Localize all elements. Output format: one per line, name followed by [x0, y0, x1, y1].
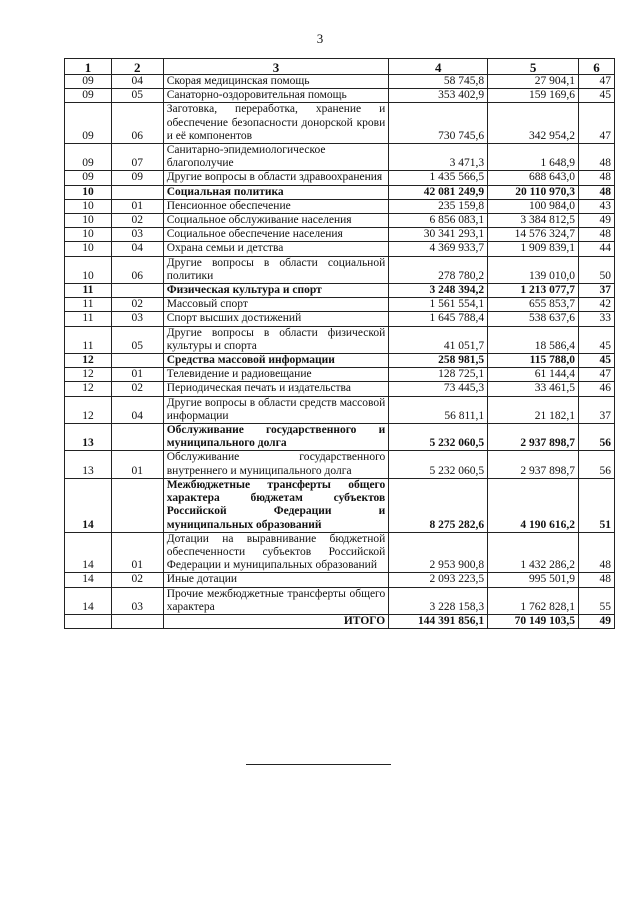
- section-code: 14: [65, 478, 112, 532]
- plan-value: 2 093 223,5: [389, 573, 488, 587]
- plan-value: 8 275 282,6: [389, 478, 488, 532]
- section-code: 12: [65, 368, 112, 382]
- table-row: [65, 284, 615, 298]
- plan-value: 353 402,9: [389, 89, 488, 103]
- subsection-code: 05: [111, 326, 163, 353]
- subsection-code: 03: [111, 587, 163, 614]
- item-name: Средства массовой информации: [163, 354, 389, 368]
- table-row: [65, 326, 615, 353]
- table-row: [65, 89, 615, 103]
- budget-table: [64, 58, 615, 629]
- section-code: 12: [65, 382, 112, 396]
- section-code: 09: [65, 103, 112, 144]
- item-name: Обслуживание государственного и муниципального долга: [163, 424, 389, 451]
- subsection-code: 06: [111, 103, 163, 144]
- section-code: 11: [65, 326, 112, 353]
- actual-value: 4 190 616,2: [488, 478, 579, 532]
- total-plan: 144 391 856,1: [389, 614, 488, 628]
- actual-value: 3 384 812,5: [488, 214, 579, 228]
- plan-value: 1 645 788,4: [389, 312, 488, 326]
- actual-value: 139 010,0: [488, 256, 579, 283]
- total-label: ИТОГО: [163, 614, 389, 628]
- section-code: 10: [65, 185, 112, 199]
- section-code: 10: [65, 199, 112, 213]
- plan-value: 1 435 566,5: [389, 171, 488, 185]
- section-code: 14: [65, 532, 112, 573]
- plan-value: 3 228 158,3: [389, 587, 488, 614]
- item-name: Спорт высших достижений: [163, 312, 389, 326]
- item-name: Санаторно-оздоровительная помощь: [163, 89, 389, 103]
- table-row: [65, 532, 615, 573]
- actual-value: 1 909 839,1: [488, 242, 579, 256]
- percent-value: 44: [579, 242, 615, 256]
- subsection-code: 04: [111, 396, 163, 423]
- plan-value: 30 341 293,1: [389, 228, 488, 242]
- section-code: 09: [65, 89, 112, 103]
- section-code: 14: [65, 573, 112, 587]
- section-code: 10: [65, 242, 112, 256]
- percent-value: 45: [579, 89, 615, 103]
- subsection-code: 01: [111, 451, 163, 478]
- subsection-code: 03: [111, 312, 163, 326]
- item-name: Пенсионное обеспечение: [163, 199, 389, 213]
- item-name: Прочие межбюджетные трансферты общего характера: [163, 587, 389, 614]
- table-row: [65, 185, 615, 199]
- plan-value: 5 232 060,5: [389, 451, 488, 478]
- subsection-code: 01: [111, 532, 163, 573]
- percent-value: 55: [579, 587, 615, 614]
- total-actual: 70 149 103,5: [488, 614, 579, 628]
- plan-value: 56 811,1: [389, 396, 488, 423]
- percent-value: 48: [579, 228, 615, 242]
- section-code: 11: [65, 298, 112, 312]
- total-empty-cell: [111, 614, 163, 628]
- section-code: 12: [65, 396, 112, 423]
- actual-value: 1 432 286,2: [488, 532, 579, 573]
- item-name: Иные дотации: [163, 573, 389, 587]
- item-name: Скорая медицинская помощь: [163, 75, 389, 89]
- percent-value: 33: [579, 312, 615, 326]
- table-row: [65, 171, 615, 185]
- table-row: [65, 587, 615, 614]
- item-name: Социальное обслуживание населения: [163, 214, 389, 228]
- plan-value: 128 725,1: [389, 368, 488, 382]
- percent-value: 48: [579, 144, 615, 171]
- actual-value: 21 182,1: [488, 396, 579, 423]
- percent-value: 47: [579, 75, 615, 89]
- section-code: 14: [65, 587, 112, 614]
- percent-value: 56: [579, 451, 615, 478]
- item-name: Телевидение и радиовещание: [163, 368, 389, 382]
- table-row: [65, 144, 615, 171]
- item-name: Обслуживание государственного внутреннего и муниципального долга: [163, 451, 389, 478]
- actual-value: 342 954,2: [488, 103, 579, 144]
- subsection-code: [111, 478, 163, 532]
- plan-value: 73 445,3: [389, 382, 488, 396]
- item-name: Физическая культура и спорт: [163, 284, 389, 298]
- section-code: 09: [65, 171, 112, 185]
- table-row: [65, 573, 615, 587]
- actual-value: 100 984,0: [488, 199, 579, 213]
- table-body: [65, 75, 615, 615]
- subsection-code: 03: [111, 228, 163, 242]
- subsection-code: 02: [111, 298, 163, 312]
- page-number: 3: [316, 31, 324, 46]
- percent-value: 48: [579, 185, 615, 199]
- table-row: [65, 312, 615, 326]
- actual-value: 655 853,7: [488, 298, 579, 312]
- header-row: [65, 59, 615, 75]
- item-name: Социальное обеспечение населения: [163, 228, 389, 242]
- percent-value: 42: [579, 298, 615, 312]
- subsection-code: 04: [111, 242, 163, 256]
- actual-value: 14 576 324,7: [488, 228, 579, 242]
- plan-value: 3 471,3: [389, 144, 488, 171]
- table-row: [65, 298, 615, 312]
- table-row: [65, 242, 615, 256]
- percent-value: 37: [579, 396, 615, 423]
- closing-rule: [246, 764, 391, 765]
- actual-value: 115 788,0: [488, 354, 579, 368]
- table-row: [65, 228, 615, 242]
- item-name: Санитарно-эпидемиологическое благополучие: [163, 144, 389, 171]
- plan-value: 4 369 933,7: [389, 242, 488, 256]
- item-name: Другие вопросы в области социальной политики: [163, 256, 389, 283]
- actual-value: 159 169,6: [488, 89, 579, 103]
- actual-value: 27 904,1: [488, 75, 579, 89]
- subsection-code: [111, 185, 163, 199]
- actual-value: 20 110 970,3: [488, 185, 579, 199]
- header-cell: 1: [65, 59, 112, 75]
- percent-value: 37: [579, 284, 615, 298]
- actual-value: 538 637,6: [488, 312, 579, 326]
- percent-value: 43: [579, 199, 615, 213]
- plan-value: 730 745,6: [389, 103, 488, 144]
- table-row: [65, 478, 615, 532]
- header-cell: 5: [488, 59, 579, 75]
- table-row: [65, 354, 615, 368]
- subsection-code: 05: [111, 89, 163, 103]
- actual-value: 33 461,5: [488, 382, 579, 396]
- subsection-code: 01: [111, 199, 163, 213]
- subsection-code: 09: [111, 171, 163, 185]
- table-row: [65, 199, 615, 213]
- table-row: [65, 424, 615, 451]
- actual-value: 1 648,9: [488, 144, 579, 171]
- item-name: Дотации на выравнивание бюджетной обеспеченности субъектов Российской Федерации и муниципальных образований: [163, 532, 389, 573]
- actual-value: 2 937 898,7: [488, 424, 579, 451]
- plan-value: 1 561 554,1: [389, 298, 488, 312]
- percent-value: 47: [579, 368, 615, 382]
- percent-value: 51: [579, 478, 615, 532]
- subsection-code: [111, 284, 163, 298]
- section-code: 10: [65, 228, 112, 242]
- subsection-code: 02: [111, 214, 163, 228]
- plan-value: 258 981,5: [389, 354, 488, 368]
- item-name: Охрана семьи и детства: [163, 242, 389, 256]
- item-name: Периодическая печать и издательства: [163, 382, 389, 396]
- item-name: Заготовка, переработка, хранение и обеспечение безопасности донорской крови и её компонентов: [163, 103, 389, 144]
- actual-value: 18 586,4: [488, 326, 579, 353]
- percent-value: 48: [579, 171, 615, 185]
- percent-value: 47: [579, 103, 615, 144]
- section-code: 09: [65, 75, 112, 89]
- subsection-code: 02: [111, 382, 163, 396]
- section-code: 11: [65, 312, 112, 326]
- table-row: [65, 103, 615, 144]
- percent-value: 45: [579, 326, 615, 353]
- item-name: Другие вопросы в области здравоохранения: [163, 171, 389, 185]
- plan-value: 2 953 900,8: [389, 532, 488, 573]
- item-name: Массовый спорт: [163, 298, 389, 312]
- actual-value: 688 643,0: [488, 171, 579, 185]
- header-cell: 3: [163, 59, 389, 75]
- subsection-code: [111, 354, 163, 368]
- header-cell: 4: [389, 59, 488, 75]
- section-code: 13: [65, 451, 112, 478]
- section-code: 11: [65, 284, 112, 298]
- plan-value: 235 159,8: [389, 199, 488, 213]
- subsection-code: 02: [111, 573, 163, 587]
- header-cell: 6: [579, 59, 615, 75]
- total-row: [65, 614, 615, 628]
- percent-value: 50: [579, 256, 615, 283]
- item-name: Межбюджетные трансферты общего характера бюджетам субъектов Российской Федерации и муниципальных образований: [163, 478, 389, 532]
- plan-value: 41 051,7: [389, 326, 488, 353]
- plan-value: 6 856 083,1: [389, 214, 488, 228]
- table-row: [65, 368, 615, 382]
- total-empty-cell: [65, 614, 112, 628]
- table-row: [65, 214, 615, 228]
- table-row: [65, 75, 615, 89]
- section-code: 13: [65, 424, 112, 451]
- percent-value: 45: [579, 354, 615, 368]
- section-code: 10: [65, 214, 112, 228]
- table-row: [65, 451, 615, 478]
- subsection-code: 04: [111, 75, 163, 89]
- item-name: Другие вопросы в области физической культуры и спорта: [163, 326, 389, 353]
- item-name: Социальная политика: [163, 185, 389, 199]
- percent-value: 49: [579, 214, 615, 228]
- item-name: Другие вопросы в области средств массовой информации: [163, 396, 389, 423]
- plan-value: 58 745,8: [389, 75, 488, 89]
- table-row: [65, 256, 615, 283]
- section-code: 10: [65, 256, 112, 283]
- subsection-code: 06: [111, 256, 163, 283]
- actual-value: 2 937 898,7: [488, 451, 579, 478]
- subsection-code: [111, 424, 163, 451]
- section-code: 12: [65, 354, 112, 368]
- subsection-code: 01: [111, 368, 163, 382]
- actual-value: 1 762 828,1: [488, 587, 579, 614]
- table-row: [65, 382, 615, 396]
- percent-value: 56: [579, 424, 615, 451]
- subsection-code: 07: [111, 144, 163, 171]
- actual-value: 61 144,4: [488, 368, 579, 382]
- header-cell: 2: [111, 59, 163, 75]
- percent-value: 48: [579, 532, 615, 573]
- plan-value: 278 780,2: [389, 256, 488, 283]
- actual-value: 995 501,9: [488, 573, 579, 587]
- total-percent: 49: [579, 614, 615, 628]
- table-row: [65, 396, 615, 423]
- plan-value: 3 248 394,2: [389, 284, 488, 298]
- actual-value: 1 213 077,7: [488, 284, 579, 298]
- percent-value: 48: [579, 573, 615, 587]
- plan-value: 5 232 060,5: [389, 424, 488, 451]
- percent-value: 46: [579, 382, 615, 396]
- section-code: 09: [65, 144, 112, 171]
- plan-value: 42 081 249,9: [389, 185, 488, 199]
